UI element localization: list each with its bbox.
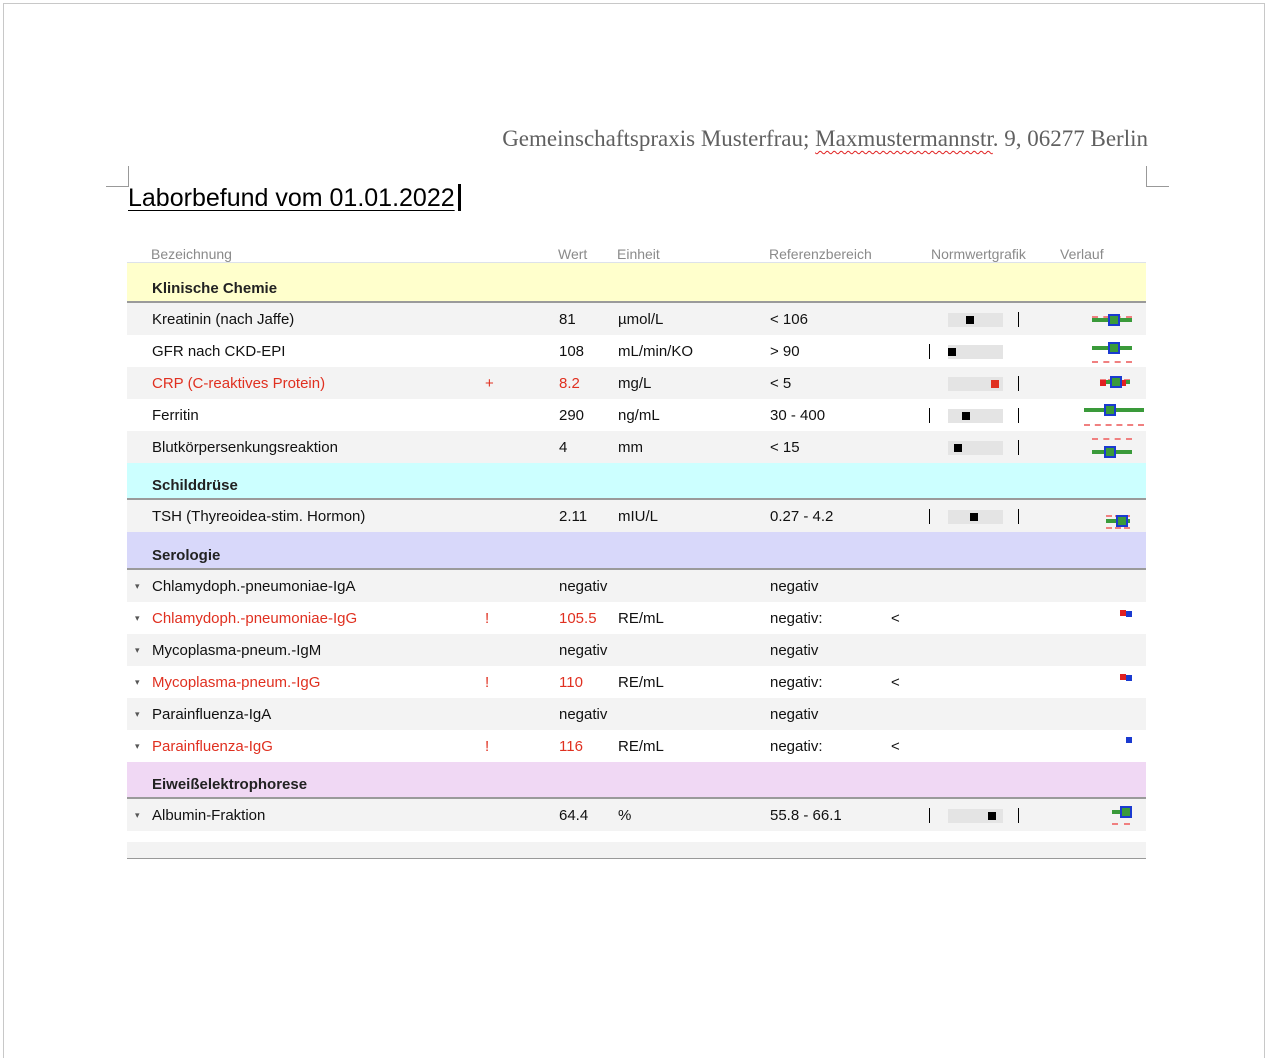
expand-arrow-icon[interactable]: ▾ bbox=[135, 677, 140, 687]
margin-corner-right bbox=[1146, 166, 1169, 187]
row-value: 64.4 bbox=[559, 807, 589, 824]
row-unit: mL/min/KO bbox=[618, 343, 694, 360]
normwert-lower-limit bbox=[929, 808, 930, 823]
normwert-marker bbox=[948, 348, 956, 356]
row-reference: negativ: bbox=[770, 610, 823, 627]
table-row[interactable] bbox=[127, 570, 1146, 602]
row-reference: < 5 bbox=[770, 375, 792, 392]
normwert-upper-limit bbox=[1018, 376, 1019, 391]
normwert-range-bar bbox=[948, 409, 1003, 423]
expand-arrow-icon[interactable]: ▾ bbox=[135, 709, 140, 719]
row-reference: > 90 bbox=[770, 343, 800, 360]
expand-arrow-icon[interactable]: ▾ bbox=[135, 613, 140, 623]
table-row[interactable] bbox=[127, 303, 1146, 335]
normwert-range-bar bbox=[948, 345, 1003, 359]
row-flag: + bbox=[485, 375, 494, 392]
row-value: negativ bbox=[559, 578, 608, 595]
section-header bbox=[127, 263, 1146, 303]
verlauf-sparkline[interactable] bbox=[1082, 433, 1146, 461]
practice-header bbox=[502, 126, 1148, 152]
row-reference: < 15 bbox=[770, 439, 800, 456]
verlauf-current-point bbox=[1108, 342, 1120, 354]
row-name: Albumin-Fraktion bbox=[152, 807, 266, 824]
row-flag: ! bbox=[485, 674, 490, 691]
verlauf-current-point bbox=[1116, 515, 1128, 527]
verlauf-reference-line bbox=[1084, 424, 1144, 428]
table-row[interactable] bbox=[127, 634, 1146, 666]
row-name: CRP (C-reaktives Protein) bbox=[152, 375, 326, 392]
row-unit: µmol/L bbox=[618, 311, 664, 328]
row-flag: ! bbox=[485, 610, 490, 627]
row-unit: RE/mL bbox=[618, 610, 664, 627]
row-value: 290 bbox=[559, 407, 585, 424]
report-body bbox=[127, 263, 1146, 831]
normwert-graphic bbox=[929, 806, 1029, 824]
normwert-graphic bbox=[929, 438, 1029, 456]
row-reference: 30 - 400 bbox=[770, 407, 826, 424]
row-name: Parainfluenza-IgA bbox=[152, 706, 272, 723]
row-reference: negativ bbox=[770, 578, 819, 595]
row-value: 105.5 bbox=[559, 610, 597, 627]
row-unit: mg/L bbox=[618, 375, 652, 392]
verlauf-current-point bbox=[1126, 675, 1132, 681]
normwert-marker bbox=[970, 513, 978, 521]
row-reference: 0.27 - 4.2 bbox=[770, 508, 834, 525]
verlauf-sparkline[interactable] bbox=[1082, 401, 1146, 429]
verlauf-current-point bbox=[1126, 611, 1132, 617]
row-value: 8.2 bbox=[559, 375, 580, 392]
row-value: negativ bbox=[559, 706, 608, 723]
row-unit: mm bbox=[618, 439, 643, 456]
verlauf-reference-line bbox=[1092, 361, 1132, 365]
normwert-upper-limit bbox=[1018, 440, 1019, 455]
column-header-einheit: Einheit bbox=[617, 246, 660, 262]
normwert-graphic bbox=[929, 406, 1029, 424]
row-name: Chlamydoph.-pneumoniae-IgA bbox=[152, 578, 356, 595]
column-header-row bbox=[127, 243, 1146, 263]
row-reference: 55.8 - 66.1 bbox=[770, 807, 842, 824]
normwert-marker bbox=[991, 380, 999, 388]
column-header-name: Bezeichnung bbox=[151, 246, 232, 262]
row-name: Blutkörpersenkungsreaktion bbox=[152, 439, 338, 456]
expand-arrow-icon[interactable]: ▾ bbox=[135, 645, 140, 655]
row-reference: negativ: bbox=[770, 738, 823, 755]
verlauf-sparkline[interactable] bbox=[1082, 732, 1146, 760]
table-row[interactable] bbox=[127, 367, 1146, 399]
expand-arrow-icon[interactable]: ▾ bbox=[135, 810, 140, 820]
normwert-lower-limit bbox=[929, 509, 930, 524]
verlauf-current-point bbox=[1126, 737, 1132, 743]
row-reference-comparator: < bbox=[891, 738, 900, 755]
expand-arrow-icon[interactable]: ▾ bbox=[135, 741, 140, 751]
practice-name: Gemeinschaftspraxis Musterfrau; bbox=[502, 126, 816, 151]
row-name: Mycoplasma-pneum.-IgG bbox=[152, 674, 321, 691]
text-cursor bbox=[458, 184, 461, 211]
row-name: GFR nach CKD-EPI bbox=[152, 343, 286, 360]
document-title-text: Laborbefund vom 01.01.2022 bbox=[128, 184, 455, 212]
verlauf-current-point bbox=[1110, 376, 1122, 388]
section-header bbox=[127, 463, 1146, 500]
section-title: Schilddrüse bbox=[152, 477, 238, 494]
verlauf-sparkline[interactable] bbox=[1082, 369, 1146, 397]
column-header-verlauf: Verlauf bbox=[1060, 246, 1104, 262]
row-name: Ferritin bbox=[152, 407, 199, 424]
normwert-marker bbox=[962, 412, 970, 420]
verlauf-current-point bbox=[1108, 314, 1120, 326]
expand-arrow-icon[interactable]: ▾ bbox=[135, 581, 140, 591]
verlauf-reference-line bbox=[1092, 438, 1132, 442]
normwert-upper-limit bbox=[1018, 312, 1019, 327]
section-title: Eiweißelektrophorese bbox=[152, 776, 308, 793]
normwert-marker bbox=[988, 812, 996, 820]
row-value: negativ bbox=[559, 642, 608, 659]
row-name: Kreatinin (nach Jaffe) bbox=[152, 311, 295, 328]
row-unit: % bbox=[618, 807, 632, 824]
column-header-wert: Wert bbox=[558, 246, 588, 262]
verlauf-reference-line bbox=[1112, 823, 1130, 827]
verlauf-current-point bbox=[1104, 404, 1116, 416]
column-header-referenz: Referenzbereich bbox=[769, 246, 872, 262]
row-value: 110 bbox=[559, 674, 583, 691]
lab-report-table bbox=[127, 243, 1146, 831]
normwert-upper-limit bbox=[1018, 408, 1019, 423]
row-value: 4 bbox=[559, 439, 568, 456]
row-name: Parainfluenza-IgG bbox=[152, 738, 273, 755]
row-reference: negativ bbox=[770, 642, 819, 659]
column-header-normwertgrafik: Normwertgrafik bbox=[931, 246, 1026, 262]
verlauf-sparkline[interactable] bbox=[1082, 801, 1146, 829]
verlauf-current-point bbox=[1120, 806, 1132, 818]
section-header bbox=[127, 762, 1146, 799]
normwert-graphic bbox=[929, 342, 1029, 360]
margin-corner-left bbox=[106, 166, 129, 187]
row-name: TSH (Thyreoidea-stim. Hormon) bbox=[152, 508, 366, 525]
table-row[interactable] bbox=[127, 399, 1146, 431]
row-reference-comparator: < bbox=[891, 674, 900, 691]
row-unit: mIU/L bbox=[618, 508, 659, 525]
row-flag: ! bbox=[485, 738, 490, 755]
normwert-lower-limit bbox=[929, 344, 930, 359]
normwert-graphic bbox=[929, 507, 1029, 525]
table-row[interactable] bbox=[127, 335, 1146, 367]
normwert-range-bar bbox=[948, 313, 1003, 327]
row-value: 2.11 bbox=[559, 508, 588, 525]
practice-address: . 9, 06277 Berlin bbox=[992, 126, 1148, 151]
row-reference: < 106 bbox=[770, 311, 808, 328]
section-title: Serologie bbox=[152, 547, 221, 564]
table-row[interactable] bbox=[127, 799, 1146, 831]
normwert-upper-limit bbox=[1018, 509, 1019, 524]
verlauf-reference-line bbox=[1106, 527, 1130, 531]
verlauf-sparkline[interactable] bbox=[1082, 668, 1146, 696]
row-unit: ng/mL bbox=[618, 407, 660, 424]
normwert-marker bbox=[954, 444, 962, 452]
table-row[interactable] bbox=[127, 431, 1146, 463]
table-row[interactable] bbox=[127, 666, 1146, 698]
table-row-partial bbox=[127, 842, 1146, 858]
section-title: Klinische Chemie bbox=[152, 280, 278, 297]
row-name: Mycoplasma-pneum.-IgM bbox=[152, 642, 322, 659]
verlauf-sparkline[interactable] bbox=[1082, 604, 1146, 632]
table-bottom-rule bbox=[127, 858, 1146, 859]
verlauf-abnormal-point bbox=[1100, 380, 1106, 386]
spellcheck-word[interactable]: Maxmustermannstr bbox=[815, 126, 993, 151]
row-reference: negativ: bbox=[770, 674, 823, 691]
verlauf-sparkline[interactable] bbox=[1082, 337, 1146, 365]
section-header bbox=[127, 532, 1146, 570]
normwert-marker bbox=[966, 316, 974, 324]
table-row[interactable] bbox=[127, 602, 1146, 634]
verlauf-sparkline[interactable] bbox=[1082, 502, 1146, 530]
row-unit: RE/mL bbox=[618, 674, 664, 691]
normwert-upper-limit bbox=[1018, 808, 1019, 823]
row-value: 116 bbox=[559, 738, 583, 755]
row-reference-comparator: < bbox=[891, 610, 900, 627]
verlauf-sparkline[interactable] bbox=[1082, 305, 1146, 333]
normwert-lower-limit bbox=[929, 408, 930, 423]
table-row[interactable] bbox=[127, 500, 1146, 532]
table-row[interactable] bbox=[127, 730, 1146, 762]
normwert-graphic bbox=[929, 310, 1029, 328]
row-value: 108 bbox=[559, 343, 585, 360]
row-value: 81 bbox=[559, 311, 576, 328]
row-name: Chlamydoph.-pneumoniae-IgG bbox=[152, 610, 358, 627]
table-row[interactable] bbox=[127, 698, 1146, 730]
row-reference: negativ bbox=[770, 706, 819, 723]
row-unit: RE/mL bbox=[618, 738, 664, 755]
document-title[interactable] bbox=[128, 184, 461, 213]
verlauf-current-point bbox=[1104, 446, 1116, 458]
normwert-graphic bbox=[929, 374, 1029, 392]
